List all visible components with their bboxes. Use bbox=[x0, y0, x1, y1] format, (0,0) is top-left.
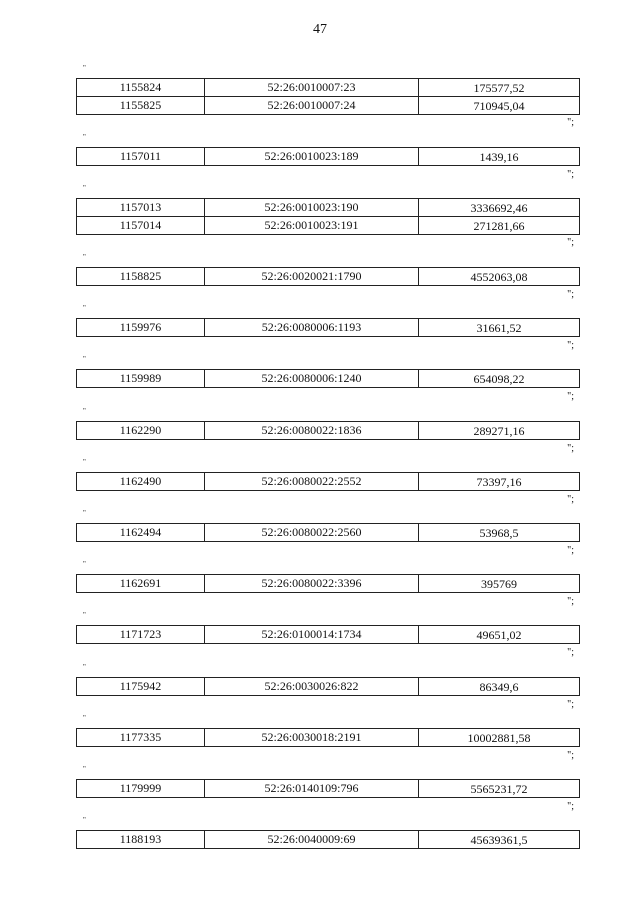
record-id-cell: 1162494 bbox=[77, 524, 205, 542]
table-row bbox=[77, 473, 580, 491]
open-quote-mark: " bbox=[83, 611, 86, 619]
cadastral-number-cell: 52:26:0140109:796 bbox=[205, 780, 419, 798]
record-id-cell: 1162691 bbox=[77, 575, 205, 593]
close-quote-mark: "; bbox=[567, 545, 574, 556]
record-id-cell: 1157013 bbox=[77, 199, 205, 217]
open-quote-mark: " bbox=[83, 253, 86, 261]
record-table bbox=[76, 147, 580, 166]
table-row bbox=[77, 319, 580, 337]
record-table bbox=[76, 369, 580, 388]
close-quote-mark: "; bbox=[567, 117, 574, 128]
close-quote-mark: "; bbox=[567, 237, 574, 248]
table-row bbox=[77, 831, 580, 849]
record-id-cell: 1157014 bbox=[77, 217, 205, 235]
value-cell: 654098,22 bbox=[419, 370, 580, 388]
close-quote-mark: "; bbox=[567, 443, 574, 454]
cadastral-number-cell: 52:26:0030026:822 bbox=[205, 678, 419, 696]
open-quote-mark: " bbox=[83, 765, 86, 773]
cadastral-number-cell: 52:26:0020021:1790 bbox=[205, 268, 419, 286]
value-cell: 49651,02 bbox=[419, 626, 580, 644]
value-cell: 271281,66 bbox=[419, 217, 580, 235]
record-table bbox=[76, 198, 580, 235]
value-cell: 53968,5 bbox=[419, 524, 580, 542]
table-row bbox=[77, 217, 580, 235]
open-quote-mark: " bbox=[83, 407, 86, 415]
record-id-cell: 1179999 bbox=[77, 780, 205, 798]
record-table bbox=[76, 472, 580, 491]
value-cell: 45639361,5 bbox=[419, 831, 580, 849]
table-row bbox=[77, 524, 580, 542]
close-quote-mark: "; bbox=[567, 699, 574, 710]
value-cell: 86349,6 bbox=[419, 678, 580, 696]
record-table bbox=[76, 625, 580, 644]
table-row bbox=[77, 148, 580, 166]
cadastral-number-cell: 52:26:0080022:3396 bbox=[205, 575, 419, 593]
cadastral-number-cell: 52:26:0010023:190 bbox=[205, 199, 419, 217]
cadastral-number-cell: 52:26:0010023:189 bbox=[205, 148, 419, 166]
page-number: 47 bbox=[313, 22, 327, 37]
record-table bbox=[76, 318, 580, 337]
open-quote-mark: " bbox=[83, 714, 86, 722]
cadastral-number-cell: 52:26:0080022:2560 bbox=[205, 524, 419, 542]
value-cell: 31661,52 bbox=[419, 319, 580, 337]
cadastral-number-cell: 52:26:0040009:69 bbox=[205, 831, 419, 849]
record-id-cell: 1171723 bbox=[77, 626, 205, 644]
value-cell: 4552063,08 bbox=[419, 268, 580, 286]
record-table bbox=[76, 78, 580, 115]
table-row bbox=[77, 199, 580, 217]
table-row bbox=[77, 575, 580, 593]
record-table bbox=[76, 523, 580, 542]
cadastral-number-cell: 52:26:0080022:1836 bbox=[205, 422, 419, 440]
close-quote-mark: "; bbox=[567, 494, 574, 505]
cadastral-number-cell: 52:26:0080006:1193 bbox=[205, 319, 419, 337]
table-row bbox=[77, 268, 580, 286]
close-quote-mark: "; bbox=[567, 391, 574, 402]
open-quote-mark: " bbox=[83, 560, 86, 568]
value-cell: 1439,16 bbox=[419, 148, 580, 166]
record-table bbox=[76, 267, 580, 286]
open-quote-mark: " bbox=[83, 663, 86, 671]
table-row bbox=[77, 97, 580, 115]
open-quote-mark: " bbox=[83, 133, 86, 141]
value-cell: 73397,16 bbox=[419, 473, 580, 491]
open-quote-mark: " bbox=[83, 304, 86, 312]
record-table bbox=[76, 574, 580, 593]
record-table bbox=[76, 728, 580, 747]
close-quote-mark: "; bbox=[567, 169, 574, 180]
value-cell: 395769 bbox=[419, 575, 580, 593]
cadastral-number-cell: 52:26:0010007:23 bbox=[205, 79, 419, 97]
record-id-cell: 1159989 bbox=[77, 370, 205, 388]
record-id-cell: 1162490 bbox=[77, 473, 205, 491]
record-id-cell: 1188193 bbox=[77, 831, 205, 849]
value-cell: 3336692,46 bbox=[419, 199, 580, 217]
cadastral-number-cell: 52:26:0080022:2552 bbox=[205, 473, 419, 491]
record-id-cell: 1155824 bbox=[77, 79, 205, 97]
record-id-cell: 1158825 bbox=[77, 268, 205, 286]
close-quote-mark: "; bbox=[567, 750, 574, 761]
open-quote-mark: " bbox=[83, 355, 86, 363]
record-table bbox=[76, 779, 580, 798]
table-row bbox=[77, 678, 580, 696]
cadastral-number-cell: 52:26:0030018:2191 bbox=[205, 729, 419, 747]
cadastral-number-cell: 52:26:0100014:1734 bbox=[205, 626, 419, 644]
cadastral-number-cell: 52:26:0010007:24 bbox=[205, 97, 419, 115]
record-id-cell: 1155825 bbox=[77, 97, 205, 115]
value-cell: 710945,04 bbox=[419, 97, 580, 115]
close-quote-mark: "; bbox=[567, 340, 574, 351]
record-id-cell: 1159976 bbox=[77, 319, 205, 337]
table-row bbox=[77, 79, 580, 97]
table-row bbox=[77, 370, 580, 388]
record-table bbox=[76, 421, 580, 440]
record-id-cell: 1177335 bbox=[77, 729, 205, 747]
open-quote-mark: " bbox=[83, 184, 86, 192]
record-table bbox=[76, 677, 580, 696]
record-id-cell: 1162290 bbox=[77, 422, 205, 440]
value-cell: 289271,16 bbox=[419, 422, 580, 440]
value-cell: 10002881,58 bbox=[419, 729, 580, 747]
open-quote-mark: " bbox=[83, 509, 86, 517]
value-cell: 175577,52 bbox=[419, 79, 580, 97]
open-quote-mark: " bbox=[83, 64, 86, 72]
record-table bbox=[76, 830, 580, 849]
close-quote-mark: "; bbox=[567, 596, 574, 607]
table-row bbox=[77, 422, 580, 440]
cadastral-number-cell: 52:26:0080006:1240 bbox=[205, 370, 419, 388]
table-row bbox=[77, 626, 580, 644]
value-cell: 5565231,72 bbox=[419, 780, 580, 798]
cadastral-number-cell: 52:26:0010023:191 bbox=[205, 217, 419, 235]
record-id-cell: 1175942 bbox=[77, 678, 205, 696]
close-quote-mark: "; bbox=[567, 647, 574, 658]
record-id-cell: 1157011 bbox=[77, 148, 205, 166]
close-quote-mark: "; bbox=[567, 289, 574, 300]
table-row bbox=[77, 729, 580, 747]
open-quote-mark: " bbox=[83, 458, 86, 466]
open-quote-mark: " bbox=[83, 816, 86, 824]
table-row bbox=[77, 780, 580, 798]
close-quote-mark: "; bbox=[567, 801, 574, 812]
